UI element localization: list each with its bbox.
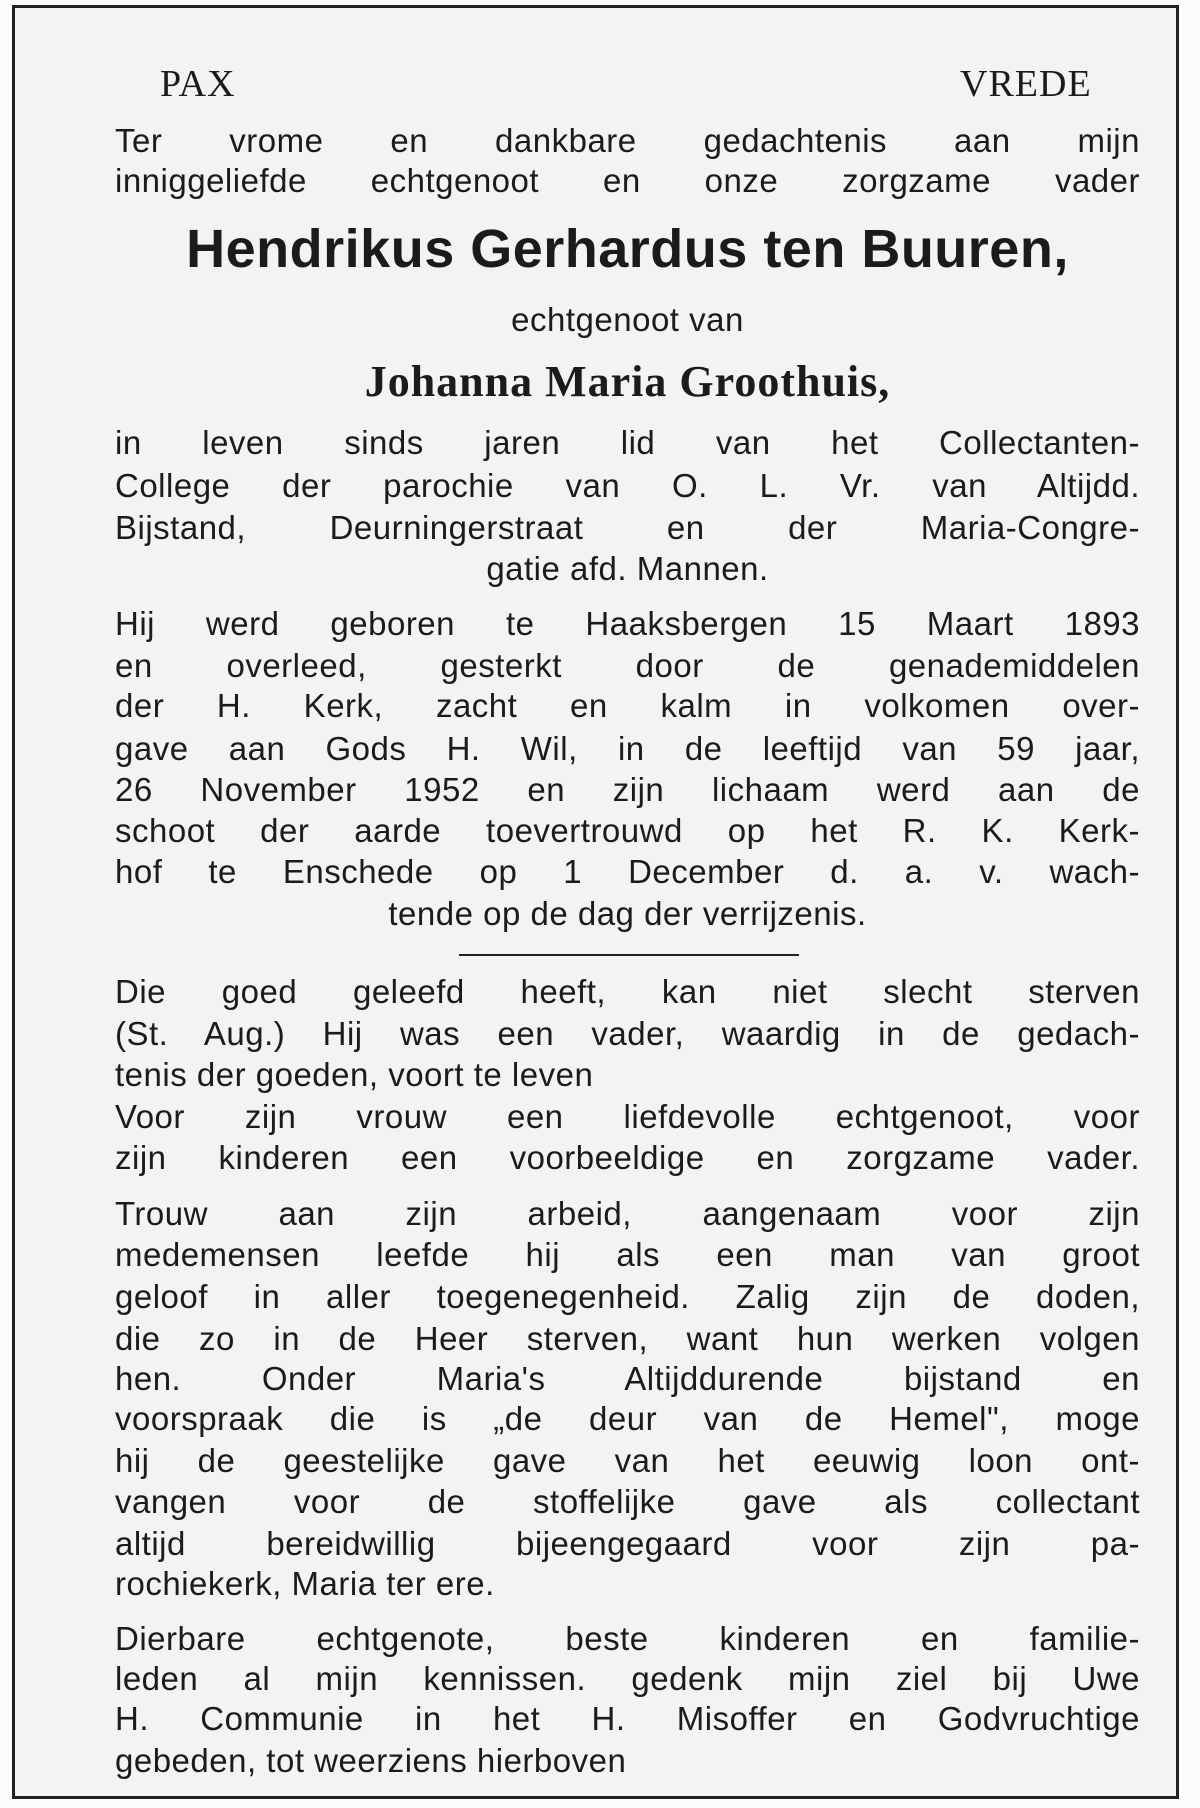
- biography-line: Hij werd geboren te Haaksbergen 15 Maart 1893: [115, 605, 1140, 642]
- membership-line: College der parochie van O. L. Vr. van Altijdd.: [115, 467, 1140, 504]
- tribute-line: geloof in aller toegenegenheid. Zalig zijn de doden,: [115, 1278, 1140, 1315]
- tribute-line: Trouw aan zijn arbeid, aangenaam voor zijn: [115, 1195, 1140, 1232]
- biography-line: der H. Kerk, zacht en kalm in volkomen over-: [115, 687, 1140, 724]
- biography-line: schoot der aarde toevertrouwd op het R. K. Kerk-: [115, 812, 1140, 849]
- farewell-line: leden al mijn kennissen. gedenk mijn ziel bij Uwe: [115, 1660, 1140, 1697]
- divider-rule: [459, 954, 799, 956]
- membership-line: gatie afd. Mannen.: [486, 550, 769, 587]
- membership-line: Bijstand, Deurningerstraat en der Maria-Congre-: [115, 509, 1140, 546]
- membership-line: in leven sinds jaren lid van het Collectanten-: [115, 424, 1140, 461]
- tribute-line: rochiekerk, Maria ter ere.: [115, 1565, 495, 1602]
- tribute-line: vangen voor de stoffelijke gave als collectant: [115, 1483, 1140, 1520]
- intro-line: Ter vrome en dankbare gedachtenis aan mijn: [115, 122, 1140, 159]
- biography-line: 26 November 1952 en zijn lichaam werd aan de: [115, 771, 1140, 808]
- tribute-line: voorspraak die is „de deur van de Hemel", moge: [115, 1400, 1140, 1437]
- tribute-line: die zo in de Heer sterven, want hun werken volgen: [115, 1320, 1140, 1357]
- biography-line: gave aan Gods H. Wil, in de leeftijd van 59 jaar,: [115, 730, 1140, 767]
- tribute-line: hij de geestelijke gave van het eeuwig loon ont-: [115, 1442, 1140, 1479]
- quote-line: Voor zijn vrouw een liefdevolle echtgenoot, voor: [115, 1098, 1140, 1135]
- biography-line: en overleed, gesterkt door de genademiddelen: [115, 647, 1140, 684]
- tribute-line: hen. Onder Maria's Altijddurende bijstand en: [115, 1360, 1140, 1397]
- farewell-line: H. Communie in het H. Misoffer en Godvruchtige: [115, 1700, 1140, 1737]
- tribute-line: medemensen leefde hij als een man van groot: [115, 1236, 1140, 1273]
- quote-line: zijn kinderen een voorbeeldige en zorgzame vader.: [115, 1139, 1140, 1176]
- tribute-line: altijd bereidwillig bijeengegaard voor zijn pa-: [115, 1525, 1140, 1562]
- biography-line: hof te Enschede op 1 December d. a. v. wach-: [115, 853, 1140, 890]
- quote-line: tenis der goeden, voort te leven: [115, 1056, 594, 1093]
- intro-line: inniggeliefde echtgenoot en onze zorgzame vader: [115, 162, 1140, 199]
- biography-line: tende op de dag der verrijzenis.: [388, 895, 867, 932]
- farewell-line: Dierbare echtgenote, beste kinderen en familie-: [115, 1620, 1140, 1657]
- farewell-line: gebeden, tot weerziens hierboven: [115, 1742, 627, 1779]
- spouse-label: echtgenoot van: [511, 301, 744, 338]
- header-pax: PAX: [160, 63, 236, 105]
- spouse-name: Johanna Maria Groothuis,: [364, 357, 891, 406]
- quote-line: Die goed geleefd heeft, kan niet slecht sterven: [115, 973, 1140, 1010]
- deceased-name: Hendrikus Gerhardus ten Buuren,: [186, 219, 1069, 279]
- quote-line: (St. Aug.) Hij was een vader, waardig in de gedach-: [115, 1015, 1140, 1052]
- header-vrede: VREDE: [960, 63, 1092, 105]
